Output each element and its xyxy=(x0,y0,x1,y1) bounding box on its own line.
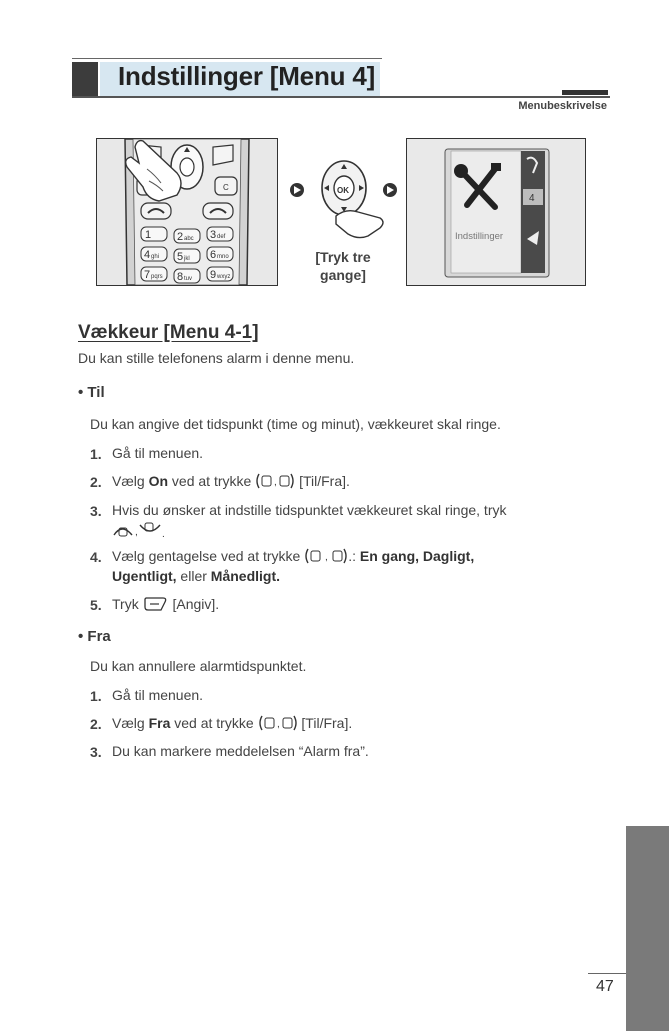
nav-side-keys-icon xyxy=(258,715,298,731)
nav-side-keys-icon xyxy=(304,548,348,564)
step-number: 5. xyxy=(90,597,102,613)
svg-text:def: def xyxy=(217,234,226,240)
screen-menu-number: 4 xyxy=(529,193,535,204)
svg-text:,: , xyxy=(325,552,329,563)
til-step-4: Vælg gentagelse ved at trykke , .: En gang, Dagligt, xyxy=(112,548,475,564)
illustration-caption: [Tryk tre gange] xyxy=(315,249,371,283)
nav-up-down-icon xyxy=(112,521,166,539)
key-2: 2 xyxy=(177,231,184,243)
ok-label: OK xyxy=(337,186,349,195)
til-heading: • Til xyxy=(78,384,105,401)
soft-key-icon xyxy=(143,596,169,612)
header-top-rule xyxy=(72,58,382,59)
header-subtitle: Menubeskrivelse xyxy=(518,100,607,112)
til-step-5: Tryk [Angiv]. xyxy=(112,596,220,612)
key-6: 6 xyxy=(210,249,217,261)
fra-step-2: Vælg Fra ved at trykke , [Til/Fra]. xyxy=(112,715,353,731)
svg-text:wxyz: wxyz xyxy=(217,274,231,280)
nav-side-keys-icon xyxy=(255,473,295,489)
svg-text:pqrs: pqrs xyxy=(151,274,163,280)
page-number-rule xyxy=(588,973,626,974)
step-number: 1. xyxy=(90,688,102,704)
key-5: 5 xyxy=(177,251,184,263)
header-accent xyxy=(562,90,608,95)
fra-heading: • Fra xyxy=(78,628,111,645)
phone-keypad-image xyxy=(97,139,277,285)
screen-label: Indstillinger xyxy=(455,231,504,242)
step-number: 1. xyxy=(90,446,102,462)
side-tab xyxy=(626,826,669,1031)
section-intro: Du kan stille telefonens alarm i denne menu. xyxy=(78,350,355,366)
svg-text:.: . xyxy=(162,529,165,539)
svg-text:ghi: ghi xyxy=(151,254,160,260)
svg-text:,: , xyxy=(276,719,280,730)
svg-text:mno: mno xyxy=(217,254,229,260)
svg-text:C: C xyxy=(223,183,229,192)
section-title: Vækkeur [Menu 4-1] xyxy=(78,322,259,343)
header-marker xyxy=(72,62,98,96)
page-title: Indstillinger [Menu 4] xyxy=(118,61,376,91)
key-9: 9 xyxy=(210,269,217,281)
key-7: 7 xyxy=(144,269,151,281)
til-step-2: Vælg On ved at trykke , [Til/Fra]. xyxy=(112,473,350,489)
step-number: 3. xyxy=(90,744,102,760)
finger-icon xyxy=(336,211,383,238)
til-step-4-line2: Ugentligt, eller Månedligt. xyxy=(112,568,281,584)
svg-text:tuv: tuv xyxy=(184,276,193,282)
step-number: 4. xyxy=(90,549,102,565)
fra-description: Du kan annullere alarmtidspunktet. xyxy=(90,658,307,674)
til-step-3: Hvis du ønsker at indstille tidspunktet vækkeuret skal ringe, tryk xyxy=(112,502,507,518)
key-8: 8 xyxy=(177,271,184,283)
step-number: 2. xyxy=(90,474,102,490)
step-number: 2. xyxy=(90,716,102,732)
phone-screen-illustration xyxy=(406,138,586,286)
til-step-1: Gå til menuen. xyxy=(112,445,204,461)
step-number: 3. xyxy=(90,503,102,519)
header-rule xyxy=(72,96,610,98)
nav-key-illustration xyxy=(288,150,400,244)
fra-step-3: Du kan markere meddelelsen “Alarm fra”. xyxy=(112,743,369,759)
til-description: Du kan angive det tidspunkt (time og minut), vækkeuret skal ringe. xyxy=(90,416,501,432)
svg-text:,: , xyxy=(274,477,277,488)
key-1: 1 xyxy=(145,229,152,241)
svg-text:jkl: jkl xyxy=(184,256,190,262)
svg-text:abc: abc xyxy=(184,236,194,242)
fra-step-1: Gå til menuen. xyxy=(112,687,204,703)
svg-text:,: , xyxy=(135,527,138,538)
keypad-illustration xyxy=(96,138,278,286)
key-3: 3 xyxy=(210,229,217,241)
key-4: 4 xyxy=(144,249,151,261)
til-step-3-keys xyxy=(112,521,166,541)
page-number: 47 xyxy=(596,978,614,995)
